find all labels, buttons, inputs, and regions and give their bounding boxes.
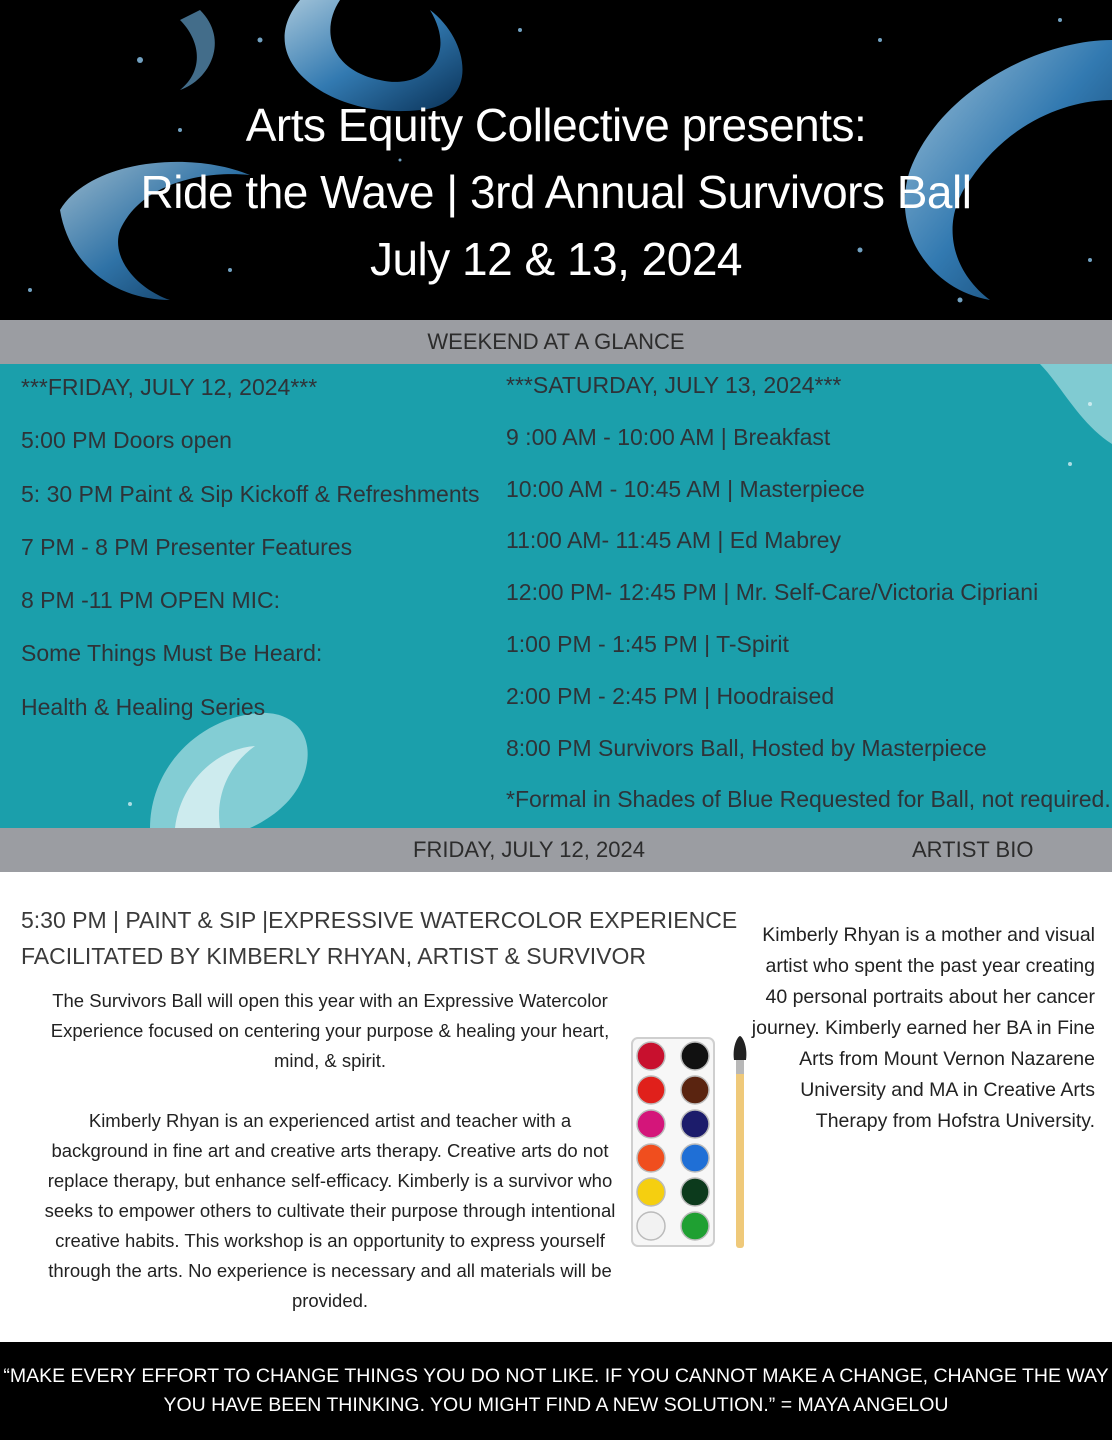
schedule-item: 5:00 PM Doors open [21, 427, 232, 454]
schedule-panel [0, 364, 1112, 828]
schedule-item: 5: 30 PM Paint & Sip Kickoff & Refreshments [21, 480, 480, 507]
paint-well [681, 1076, 709, 1104]
workshop-title-line: 5:30 PM | PAINT & SIP |EXPRESSIVE WATERCOLOR EXPERIENCE [21, 907, 738, 933]
saturday-schedule [506, 370, 1111, 828]
header-banner [0, 0, 1112, 320]
schedule-item: 1:00 PM - 1:45 PM | T-Spirit [506, 630, 789, 657]
weekend-at-a-glance-bar [0, 320, 1112, 364]
event-name: Ride the Wave | 3rd Annual Survivors Ball [140, 166, 972, 218]
schedule-note: *Formal in Shades of Blue Requested for Ball, not required. [506, 786, 1111, 813]
paint-well [637, 1110, 665, 1138]
schedule-item: 8:00 PM Survivors Ball, Hosted by Masterpiece [506, 734, 987, 761]
paint-well [681, 1110, 709, 1138]
schedule-item: 10:00 AM - 10:45 AM | Masterpiece [506, 475, 865, 502]
paint-well [681, 1178, 709, 1206]
watercolor-palette-icon [628, 1034, 758, 1250]
workshop-description [40, 986, 620, 1316]
paint-well [681, 1042, 709, 1070]
paint-well [681, 1212, 709, 1240]
schedule-item: ***FRIDAY, JULY 12, 2024*** [21, 374, 318, 400]
schedule-item: 8 PM -11 PM OPEN MIC: [21, 587, 281, 614]
schedule-item: 9 :00 AM - 10:00 AM | Breakfast [506, 423, 831, 450]
artist-bio-text: Kimberly Rhyan is a mother and visual artist who spent the past year creating 40 personal portraits about her cancer journey. Kimberly earned her BA in Fine Arts from Mount Vernon Nazarene University and MA in Creative Arts Therapy from Hofstra University. [751, 924, 1095, 1132]
schedule-item: 2:00 PM - 2:45 PM | Hoodraised [506, 682, 835, 709]
paint-well [637, 1144, 665, 1172]
paint-well [681, 1144, 709, 1172]
friday-section-label: FRIDAY, JULY 12, 2024 [413, 837, 645, 862]
paint-well [637, 1076, 665, 1104]
workshop-paragraph: The Survivors Ball will open this year with an Expressive Watercolor Experience focused on centering your purpose & healing your heart, mind, & spirit. [50, 990, 610, 1071]
workshop-title [21, 902, 737, 974]
workshop-title-line: FACILITATED BY KIMBERLY RHYAN, ARTIST & SURVIVOR [21, 943, 647, 969]
paint-well [637, 1042, 665, 1070]
details-section [0, 872, 1112, 1342]
schedule-item: Health & Healing Series [21, 693, 266, 720]
glance-label: WEEKEND AT A GLANCE [427, 329, 685, 354]
section-header-bar [0, 828, 1112, 872]
paint-well [637, 1178, 665, 1206]
workshop-paragraph: Kimberly Rhyan is an experienced artist and teacher with a background in fine art and creative arts therapy. Creative arts do not replace therapy, but enhance self-efficacy. Kimberly is a survivor who seeks to empower others to cultivate their purpose through intentional creative habits. This workshop is an opportunity to express yourself through the arts. No experience is necessary and all materials will be provided. [44, 1110, 616, 1311]
paint-well [637, 1212, 665, 1240]
quote-footer [0, 1342, 1112, 1440]
presenter-line: Arts Equity Collective presents: [245, 99, 867, 151]
event-title-block [0, 92, 1112, 293]
schedule-item: Some Things Must Be Heard: [21, 640, 323, 667]
friday-schedule [21, 372, 480, 745]
schedule-item: ***SATURDAY, JULY 13, 2024*** [506, 372, 842, 398]
schedule-item: 11:00 AM- 11:45 AM | Ed Mabrey [506, 527, 841, 554]
event-dates: July 12 & 13, 2024 [369, 233, 743, 285]
maya-angelou-quote: “MAKE EVERY EFFORT TO CHANGE THINGS YOU DO NOT LIKE. IF YOU CANNOT MAKE A CHANGE, CHANGE THE WAY YOU HAVE BEEN THINKING. YOU MIGHT FIND A NEW SOLUTION.” = MAYA ANGELOU [3, 1365, 1109, 1416]
artist-bio-label: ARTIST BIO [912, 837, 1034, 862]
schedule-item: 7 PM - 8 PM Presenter Features [21, 533, 353, 560]
schedule-item: 12:00 PM- 12:45 PM | Mr. Self-Care/Victoria Cipriani [506, 579, 1039, 606]
